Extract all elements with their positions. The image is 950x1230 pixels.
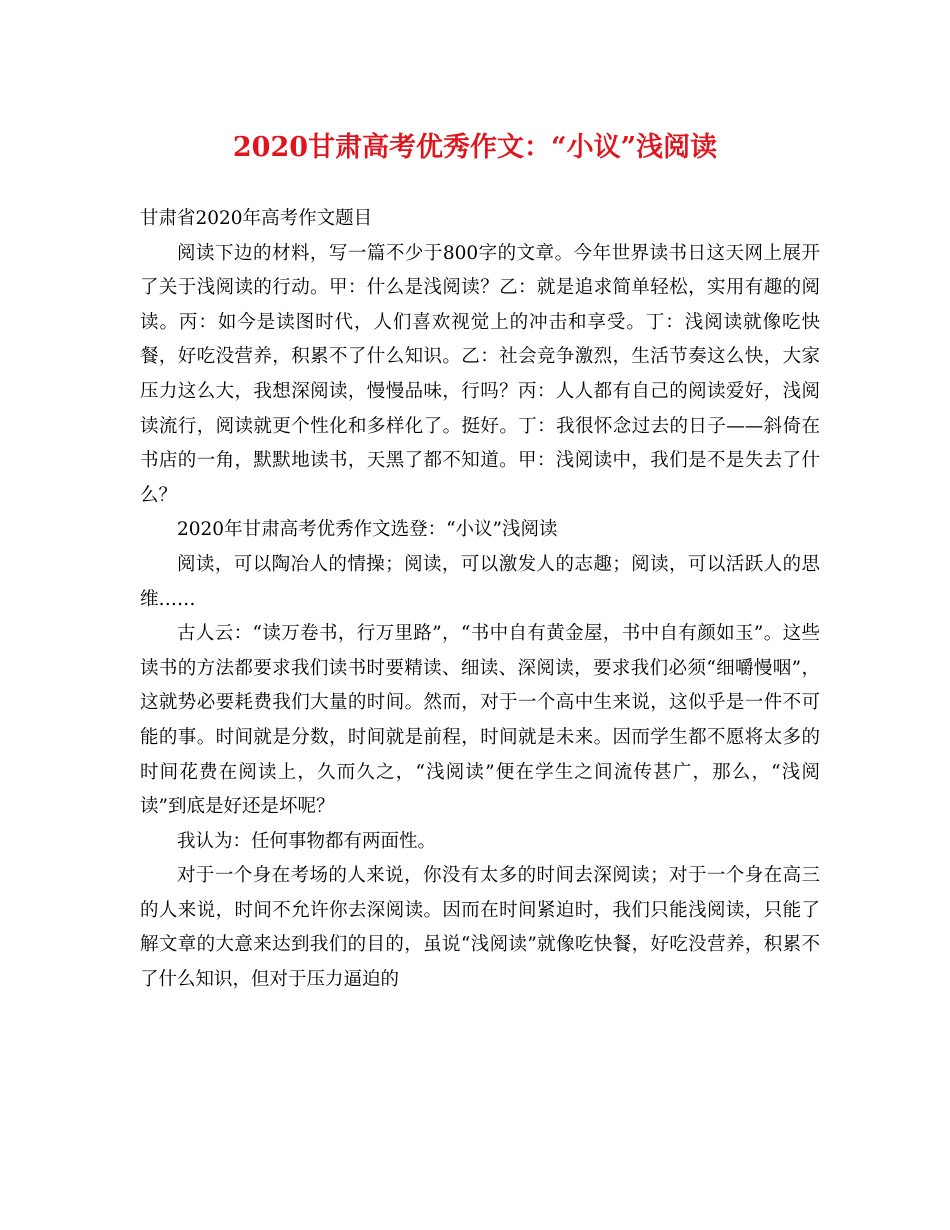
- document-title: 2020甘肃高考优秀作文：“小议”浅阅读: [232, 132, 718, 163]
- paragraph-ancient-saying: 古人云：“读万卷书，行万里路”，“书中自有黄金屋，书中自有颜如玉”。这些读书的方法都要求我们读书时要精读、细读、深阅读，要求我们必须“细嚼慢咽”，这就势必要耗费我们大量的时间。然而，对于一个高中生来说，这似乎是一件不可能的事。时间就是分数，时间就是前程，时间就是未来。因而学生都不愿将太多的时间花费在阅读上，久而久之，“浅阅读”便在学生之间流传甚广，那么，“浅阅读”到底是好还是坏呢？: [140, 623, 820, 818]
- paragraph-argument: 对于一个身在考场的人来说，你没有太多的时间去深阅读；对于一个身在高三的人来说，时间不允许你去深阅读。因而在时间紧迫时，我们只能浅阅读，只能了解文章的大意来达到我们的目的，虽说“浅阅读”就像吃快餐，好吃没营养，积累不了什么知识，但对于压力逼迫的: [140, 865, 820, 991]
- paragraph-thesis: 我认为：任何事物都有两面性。: [177, 830, 437, 852]
- paragraph-essay-heading: 2020年甘肃高考优秀作文选登：“小议”浅阅读: [177, 519, 558, 541]
- paragraph-material: 阅读下边的材料，写一篇不少于800字的文章。今年世界读书日这天网上展开了关于浅阅读的行动。甲：什么是浅阅读？乙：就是追求简单轻松，实用有趣的阅读。丙：如今是读图时代，人们喜欢视觉上的冲击和享受。丁：浅阅读就像吃快餐，好吃没营养，积累不了什么知识。乙：社会竞争激烈，生活节奏这么快，大家压力这么大，我想深阅读，慢慢品味，行吗？丙：人人都有自己的阅读爱好，浅阅读流行，阅读就更个性化和多样化了。挺好。丁：我很怀念过去的日子——斜倚在书店的一角，默默地读书，天黑了都不知道。甲：浅阅读中，我们是不是失去了什么？: [140, 242, 820, 506]
- document-body: [140, 202, 820, 998]
- paragraph-exam-topic-heading: 甘肃省2020年高考作文题目: [140, 208, 373, 229]
- paragraph-opening: 阅读，可以陶冶人的情操；阅读，可以激发人的志趣；阅读，可以活跃人的思维……: [140, 553, 820, 610]
